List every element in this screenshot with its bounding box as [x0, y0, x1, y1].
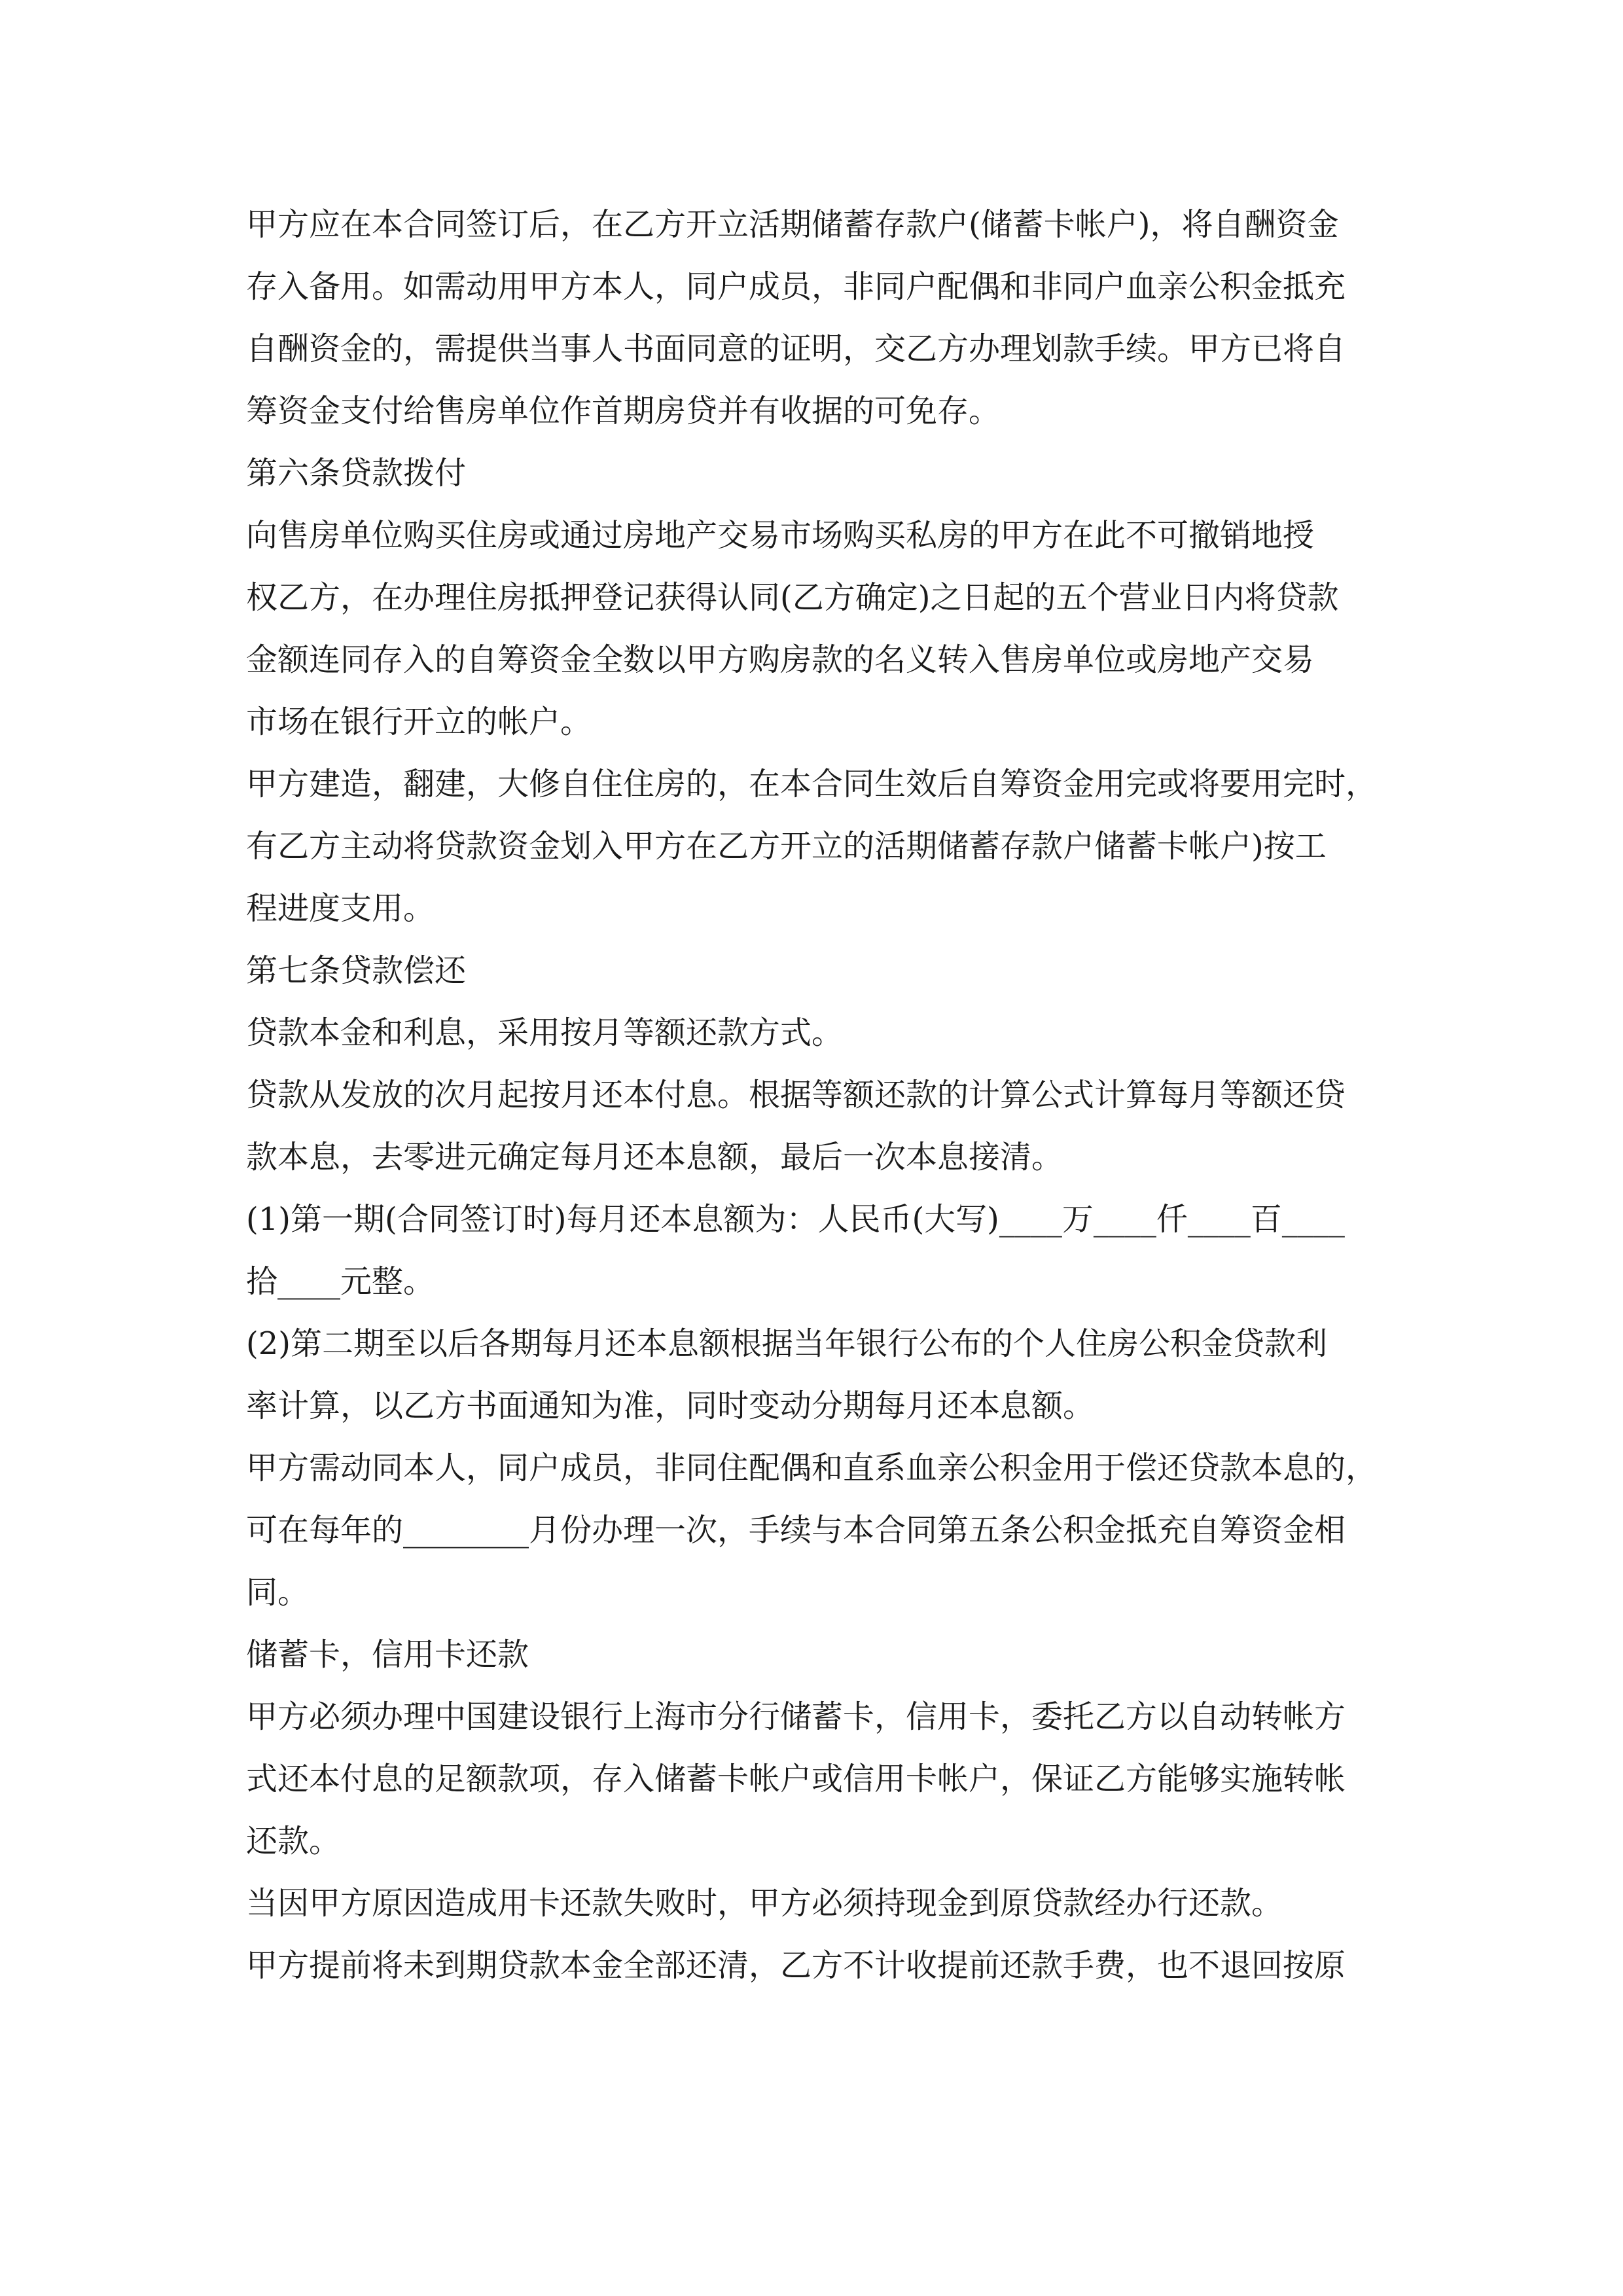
- section-heading: 储蓄卡，信用卡还款: [246, 1636, 529, 1673]
- text-line: (1)第一期(合同签订时)每月还本息额为：人民币(大写)____万____仟____百____: [246, 1201, 1345, 1238]
- section-heading: 第七条贷款偿还: [246, 952, 467, 989]
- text-line: 贷款本金和利息，采用按月等额还款方式。: [246, 1014, 844, 1051]
- text-line: 当因甲方原因造成用卡还款失败时，甲方必须持现金到原贷款经办行还款。: [246, 1885, 1283, 1922]
- text-line: 同。: [246, 1574, 310, 1611]
- text-line: 程进度支用。: [246, 890, 435, 927]
- text-line: 金额连同存入的自筹资金全数以甲方购房款的名义转入售房单位或房地产交易: [246, 641, 1315, 678]
- text-line: (2)第二期至以后各期每月还本息额根据当年银行公布的个人住房公积金贷款利: [246, 1325, 1327, 1362]
- text-line: 拾____元整。: [246, 1263, 435, 1300]
- text-line: 市场在银行开立的帐户。: [246, 704, 592, 740]
- text-line: 贷款从发放的次月起按月还本付息。根据等额还款的计算公式计算每月等额还贷: [246, 1077, 1346, 1113]
- section-heading: 第六条贷款拨付: [246, 455, 467, 492]
- text-line: 甲方建造，翻建，大修自住住房的，在本合同生效后自筹资金用完或将要用完时，: [246, 766, 1378, 802]
- text-line: 甲方应在本合同签订后，在乙方开立活期储蓄存款户(储蓄卡帐户)，将自酬资金: [246, 206, 1339, 243]
- text-line: 权乙方，在办理住房抵押登记获得认同(乙方确定)之日起的五个营业日内将贷款: [246, 579, 1339, 616]
- text-line: 款本息，去零进元确定每月还本息额，最后一次本息接清。: [246, 1139, 1063, 1175]
- text-line: 式还本付息的足额款项，存入储蓄卡帐户或信用卡帐户，保证乙方能够实施转帐: [246, 1761, 1346, 1797]
- text-line: 甲方需动同本人，同户成员，非同住配偶和直系血亲公积金用于偿还贷款本息的，: [246, 1450, 1378, 1486]
- text-line: 率计算，以乙方书面通知为准，同时变动分期每月还本息额。: [246, 1388, 1095, 1424]
- text-line: 甲方必须办理中国建设银行上海市分行储蓄卡，信用卡，委托乙方以自动转帐方: [246, 1698, 1346, 1735]
- text-line: 存入备用。如需动用甲方本人，同户成员，非同户配偶和非同户血亲公积金抵充: [246, 268, 1346, 305]
- text-line: 有乙方主动将贷款资金划入甲方在乙方开立的活期储蓄存款户储蓄卡帐户)按工: [246, 828, 1327, 865]
- text-line: 可在每年的________月份办理一次，手续与本合同第五条公积金抵充自筹资金相: [246, 1512, 1346, 1549]
- text-line: 甲方提前将未到期贷款本金全部还清，乙方不计收提前还款手费，也不退回按原: [246, 1947, 1346, 1984]
- text-line: 筹资金支付给售房单位作首期房贷并有收据的可免存。: [246, 393, 1001, 429]
- text-line: 还款。: [246, 1823, 341, 1859]
- document-body: [246, 194, 1380, 1997]
- text-line: 向售房单位购买住房或通过房地产交易市场购买私房的甲方在此不可撤销地授: [246, 517, 1315, 554]
- text-line: 自酬资金的，需提供当事人书面同意的证明，交乙方办理划款手续。甲方已将自: [246, 331, 1346, 367]
